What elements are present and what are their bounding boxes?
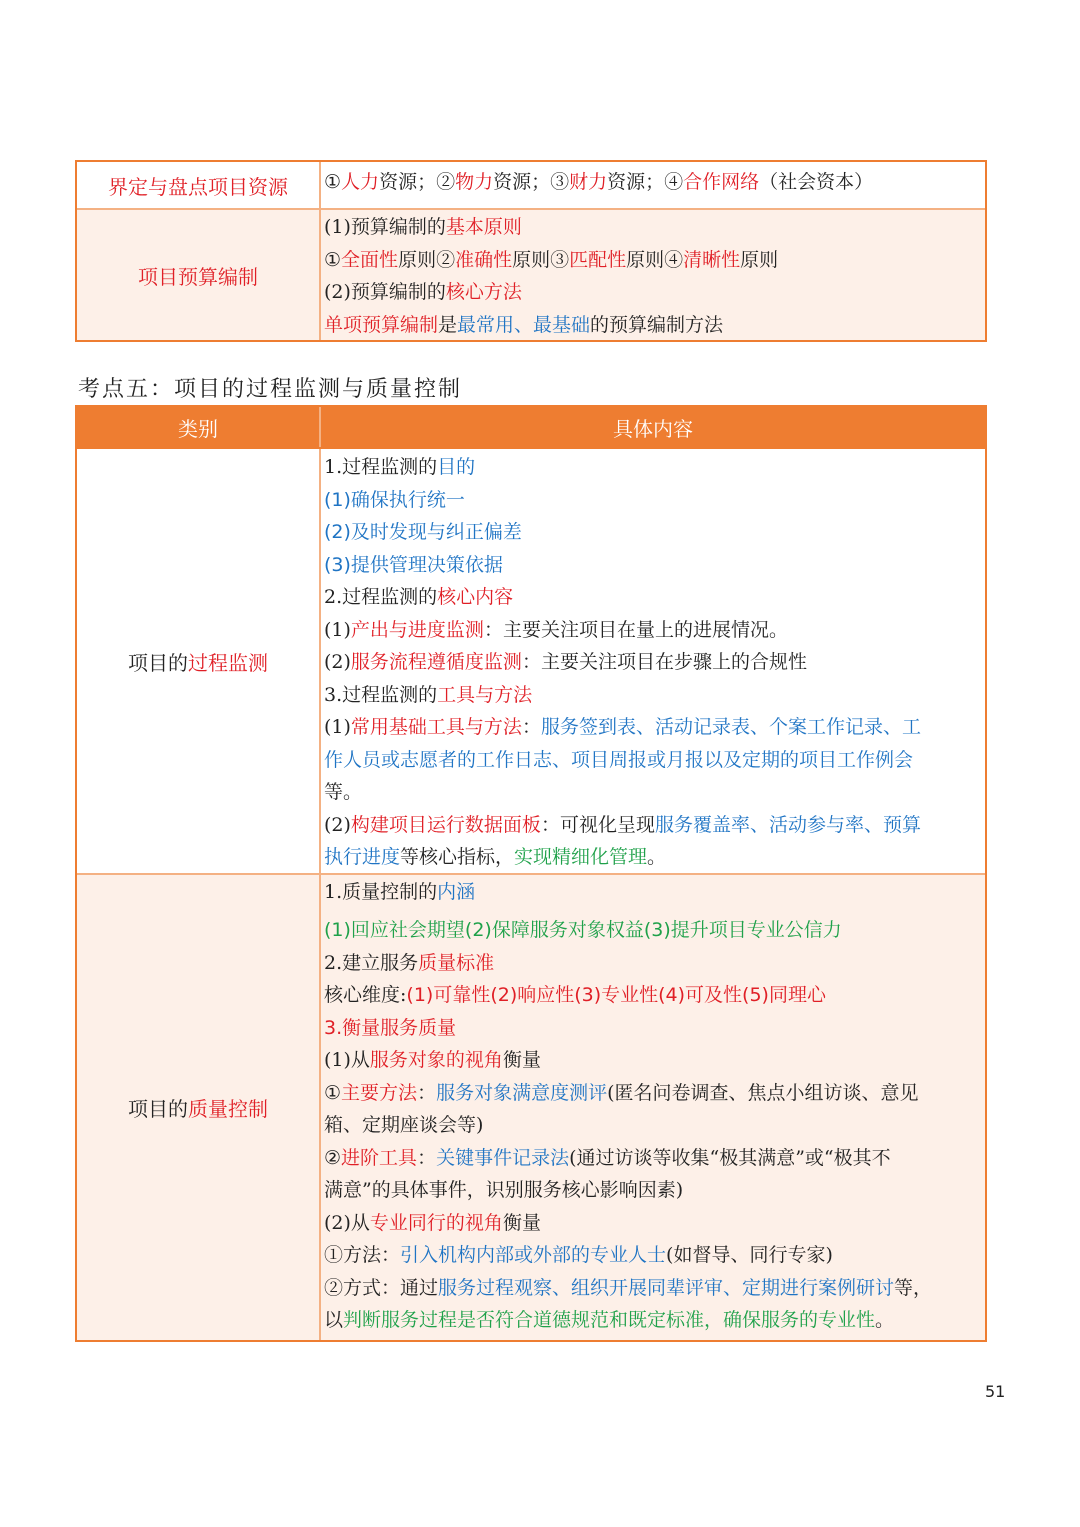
text-segment: 资源；③ [493,171,570,193]
content-line [324,1142,985,1175]
text-segment: 。 [647,846,667,868]
text-segment: 等核心指标， [400,846,515,868]
text-segment: 项目的 [128,650,188,675]
text-segment: 资源；② [379,171,456,193]
content-line [324,276,985,309]
text-segment: 清晰性 [683,248,741,271]
text-segment: 引入机构内部或外部的专业人士 [400,1244,667,1266]
content-line [324,914,985,947]
text-segment: 满意”的具体事件，识别服务核心影响因素) [324,1179,684,1201]
text-segment: 专业同行的视角 [369,1211,503,1234]
text-segment: (1)回应社会期望(2)保障服务对象权益(3)提升项目专业公信力 [324,919,842,941]
text-segment: 服务过程观察、组织开展同辈评审、定期进行案例研讨 [438,1276,895,1299]
content-line [324,244,985,277]
content-line [324,1044,985,1077]
text-segment: 的预算编制方法 [590,313,724,336]
content-line [324,1077,985,1110]
text-segment: 产出与进度监测 [350,618,484,641]
text-segment: 3.过程监测的 [324,683,438,706]
text-segment: (1) [324,716,351,738]
text-segment: 合作网络 [683,171,760,193]
content-line [324,516,985,549]
content-line [324,1272,985,1305]
content-line [324,581,985,614]
text-segment: 工具与方法 [437,683,533,706]
text-segment: 财力 [569,171,608,193]
content-line [324,1304,985,1337]
text-segment: 匹配性 [569,248,627,271]
text-segment: ：主要关注项目在步骤上的合规性 [521,651,807,673]
text-segment: (1)可靠性(2)响应性(3)专业性(4)可及性(5)同理心 [406,984,826,1006]
text-segment: 单项预算编制 [324,313,439,336]
table-row [77,873,985,1340]
text-segment: ① [324,171,342,193]
text-segment: 核心方法 [445,281,522,303]
text-segment: 关键事件记录法 [436,1146,570,1169]
row-content-resources [321,162,985,208]
text-segment: (2) [324,651,351,673]
page-number: 51 [985,1382,1006,1401]
content-line [324,211,985,244]
row-content-quality-control [321,875,985,1340]
table-row [77,208,985,340]
text-segment: (2)预算编制的 [324,281,446,303]
row-label-resources: 界定与盘点项目资源 [77,162,321,208]
section-title: 考点五：项目的过程监测与质量控制 [78,377,463,402]
text-segment: ： [417,1146,437,1169]
table-row [77,449,985,873]
text-segment: (通过访谈等收集“极其满意”或“极其不 [569,1146,891,1169]
text-segment: 2.建立服务 [324,951,419,974]
text-segment: 原则④ [626,248,684,271]
row-label-text [128,647,268,676]
text-segment: (2)从 [324,1211,370,1234]
content-line [324,711,985,744]
text-segment: 进阶工具 [341,1146,418,1169]
content-line [324,1207,985,1240]
content-line [324,876,985,914]
text-segment: 主要方法 [341,1081,418,1104]
text-segment: 执行进度 [324,846,401,868]
table-row [77,162,985,208]
text-segment: 核心内容 [437,586,514,608]
content-line [324,809,985,842]
text-segment: 项目的 [128,1097,188,1121]
content-line [324,1239,985,1272]
header-category: 类别 [77,407,321,447]
content-line [324,614,985,647]
text-segment: 1.质量控制的 [324,881,438,903]
text-segment: 物力 [455,171,494,193]
text-segment: 作人员或志愿者的工作日志、项目周报或月报以及定期的项目工作例会 [324,748,914,771]
text-segment: (2) [324,813,351,836]
text-segment: 箱、定期座谈会等) [324,1114,484,1136]
monitoring-quality-table [75,405,987,1342]
content-line [324,679,985,712]
text-segment: 原则③ [512,248,570,271]
content-line [324,646,985,679]
text-segment: 最常用、最基础 [457,313,591,336]
text-segment: 构建项目运行数据面板 [350,813,541,836]
text-segment: 服务对象的视角 [369,1049,503,1071]
text-segment: (如督导、同行专家) [666,1244,833,1266]
text-segment: ② [324,1146,342,1169]
text-segment: 。 [875,1309,895,1331]
table-header [77,407,985,449]
text-segment: 2.过程监测的 [324,586,438,608]
text-segment: 等， [894,1276,933,1299]
content-line [324,841,985,874]
text-segment: （社会资本） [759,171,874,193]
text-segment: ： [417,1081,437,1104]
text-segment: ：可视化呈现 [540,813,655,836]
header-content: 具体内容 [613,416,693,441]
content-line [324,776,985,809]
row-label-quality-control [77,875,321,1340]
text-segment: 目的 [437,456,476,478]
text-segment: 等。 [324,781,363,803]
content-line [324,1174,985,1207]
text-segment: 内涵 [437,881,476,903]
text-segment: 核心维度: [324,984,407,1006]
text-segment: 是 [438,313,458,336]
text-segment: ： [521,716,541,738]
text-segment: (3)提供管理决策依据 [324,553,503,576]
text-segment: 原则 [740,248,779,271]
row-content-budget [321,210,985,340]
content-line [324,947,985,980]
text-segment: 基本原则 [445,216,522,238]
text-segment: 人力 [341,171,380,193]
text-segment: ① [324,1081,342,1104]
text-segment: ：主要关注项目在量上的进展情况。 [483,618,788,641]
text-segment: (1)确保执行统一 [324,488,465,511]
resource-budget-table [75,160,987,342]
text-segment: 常用基础工具与方法 [350,716,522,738]
text-segment: ②方式：通过 [324,1276,439,1299]
text-segment: 过程监测 [188,650,268,675]
text-segment: (1)预算编制的 [324,216,446,238]
text-segment: 全面性 [341,248,399,271]
text-segment: 资源；④ [607,171,684,193]
text-segment: ①方法： [324,1244,401,1266]
text-segment: (1) [324,618,351,641]
text-segment: 1.过程监测的 [324,456,438,478]
text-segment: 以 [324,1309,344,1331]
row-content-process-monitoring [321,449,985,873]
text-segment: (2)及时发现与纠正偏差 [324,521,522,543]
text-segment: 质量控制 [188,1097,268,1121]
text-segment: (匿名问卷调查、焦点小组访谈、意见 [607,1081,919,1104]
content-line [324,309,985,342]
content-line [324,451,985,484]
text-segment: 原则② [398,248,456,271]
row-label-process-monitoring [77,449,321,873]
text-segment: 服务流程遵循度监测 [350,651,522,673]
text-segment: 衡量 [502,1211,541,1234]
text-segment: 判断服务过程是否符合道德规范和既定标准，确保服务的专业性 [343,1309,876,1331]
text-segment: 服务签到表、活动记录表、个案工作记录、工 [540,716,921,738]
content-line [324,979,985,1012]
content-line [324,166,985,199]
content-line [324,484,985,517]
content-line [324,1012,985,1045]
text-segment: 准确性 [455,248,513,271]
text-segment: (1)从 [324,1049,370,1071]
text-segment: ① [324,248,342,271]
text-segment: 服务对象满意度测评 [436,1081,608,1104]
text-segment: 服务覆盖率、活动参与率、预算 [654,813,921,836]
row-label-text [128,1093,268,1122]
text-segment: 实现精细化管理 [514,846,648,868]
content-line [324,1109,985,1142]
content-line [324,744,985,777]
text-segment: 质量标准 [418,951,495,974]
content-line [324,549,985,582]
text-segment: 衡量 [502,1049,541,1071]
text-segment: 3.衡量服务质量 [324,1016,457,1039]
row-label-budget: 项目预算编制 [77,210,321,340]
